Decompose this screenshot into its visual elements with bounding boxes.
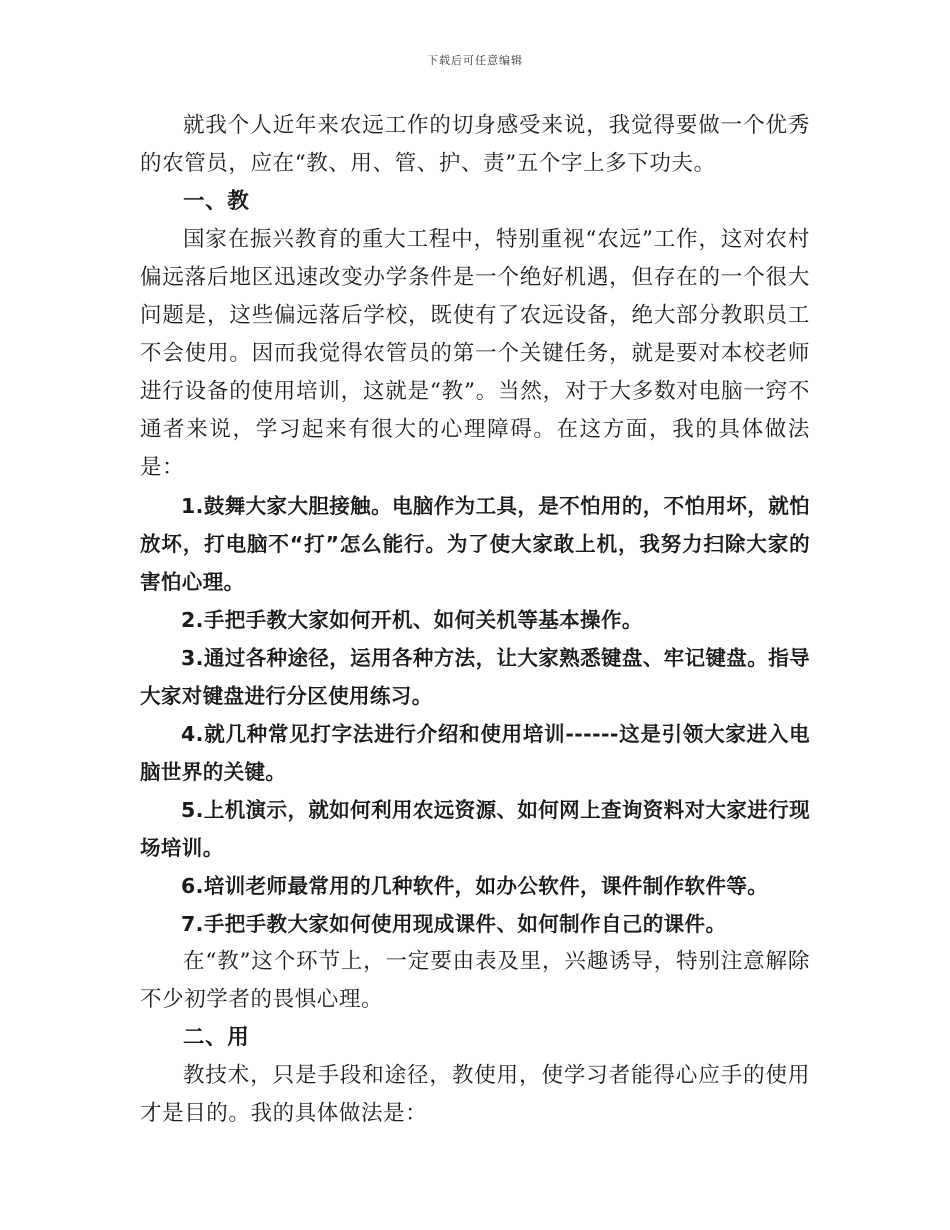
list-item: 1.鼓舞大家大胆接触。电脑作为工具，是不怕用的，不怕用坏，就怕放坏，打电脑不“打”怎么能行。为了使大家敢上机，我努力扫除大家的害怕心理。 (140, 494, 810, 594)
teach-paragraph: 国家在振兴教育的重大工程中，特别重视“农远”工作，这对农村偏远落后地区迅速改变办学条件是一个绝好机遇，但存在的一个很大问题是，这些偏远落后学校，既使有了农远设备，绝大部分教职员工不会使用。因而我觉得农管员的第一个关键任务，就是要对本校老师进行设备的使用培训，这就是“教”。当然，对于大多数对电脑一窍不通者来说，学习起来有很大的心理障碍。在这方面，我的具体做法是： (140, 227, 810, 480)
list-item: 5.上机演示，就如何利用农远资源、如何网上查询资料对大家进行现场培训。 (140, 798, 810, 860)
intro-paragraph: 就我个人近年来农远工作的切身感受来说，我觉得要做一个优秀的农管员，应在“教、用、管、护、责”五个字上多下功夫。 (140, 113, 810, 176)
list-item: 6.培训老师最常用的几种软件，如办公软件，课件制作软件等。 (181, 874, 769, 898)
list-item: 3.通过各种途径，运用各种方法，让大家熟悉键盘、牢记键盘。指导大家对键盘进行分区使用练习。 (140, 646, 810, 708)
list-item: 7.手把手教大家如何使用现成课件、如何制作自己的课件。 (181, 912, 727, 936)
document-body (140, 107, 810, 1133)
section-heading-use: 二、用 (183, 1025, 250, 1050)
section-heading-teach: 一、教 (183, 189, 250, 214)
use-paragraph: 教技术，只是手段和途径，教使用，使学习者能得心应手的使用才是目的。我的具体做法是： (140, 1063, 810, 1126)
list-item: 2.手把手教大家如何开机、如何关机等基本操作。 (181, 608, 643, 632)
list-item: 4.就几种常见打字法进行介绍和使用培训------这是引领大家进入电脑世界的关键。 (140, 722, 810, 784)
teach-summary-paragraph: 在“教”这个环节上，一定要由表及里，兴趣诱导，特别注意解除不少初学者的畏惧心理。 (140, 949, 810, 1012)
page-header: 下载后可任意编辑 (427, 54, 523, 67)
